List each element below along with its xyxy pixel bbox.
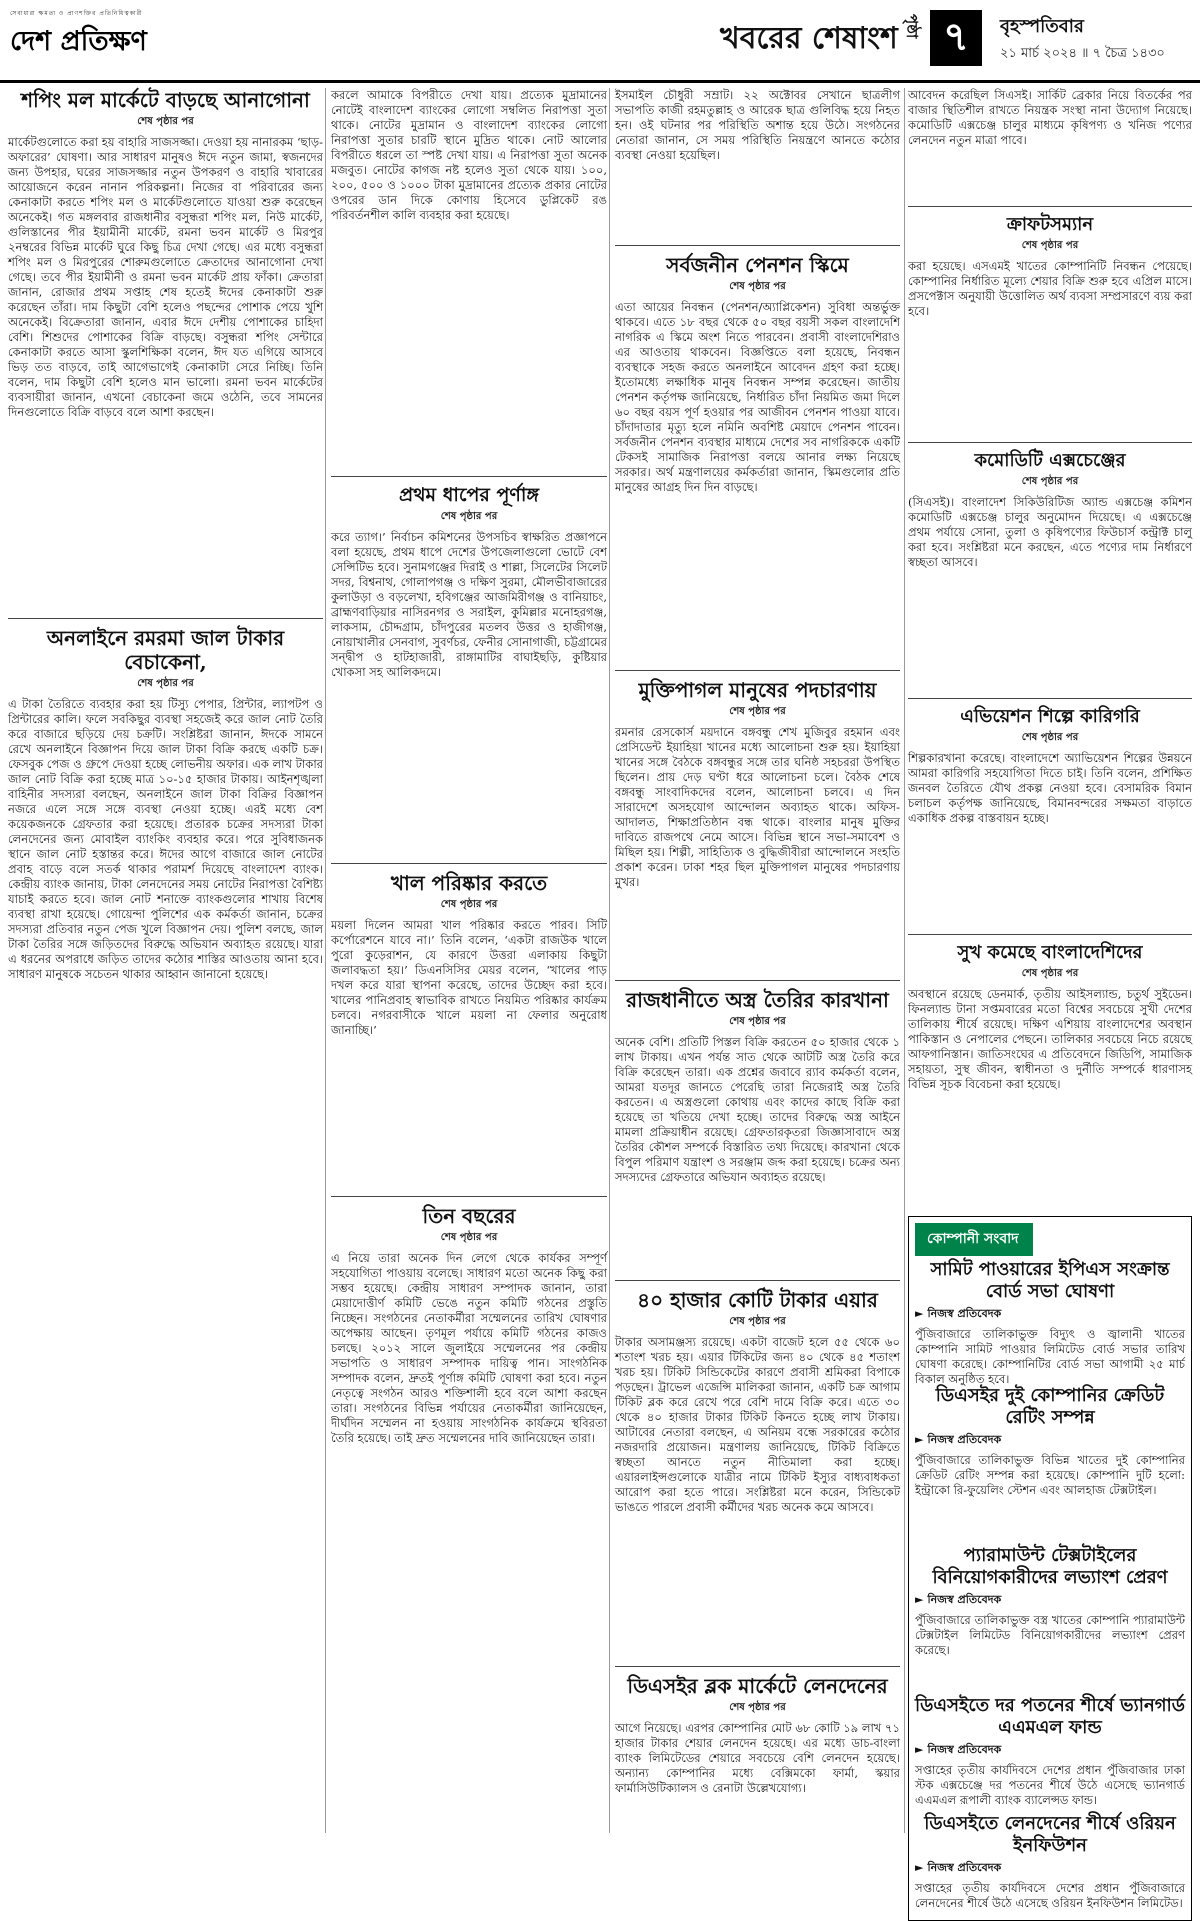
article-arms-factory <box>615 988 900 1273</box>
article-air-ticket <box>615 1288 900 1658</box>
article-kicker: শেষ পৃষ্ঠার পর <box>1021 475 1079 487</box>
company-news-title: ডিএসইতে দর পতনের শীর্ষে ভ্যানগার্ড এএমএল ফান্ড <box>915 1695 1185 1738</box>
section-title: খবরের শেষাংশ <box>720 21 898 56</box>
page-label: পৃষ্ঠা <box>903 14 921 39</box>
article-body: করলে আমাকে বিপরীতে দেখা যায়। প্রত্যেক মুদ্রামানের নোটেই বাংলাদেশ ব্যাংকের লোগো সম্বলিত নিরাপত্তা সুতা থাকে। নোটের মুদ্রামান ও বাংলাদেশ ব্যাংকের লোগো নিরাপত্তা সুতার চারটি স্থানে মুদ্রিত থাকে। নোট আলোর বিপরীতে ধরলে তা স্পষ্ট দেখা যায়। এ নিরাপত্তা সুতা অনেক মজবুত। নোটের কাগজ নষ্ট হলেও সুতা থেকে যায়। ১০০, ২০০, ৫০০ ও ১০০০ টাকা মুদ্রামানের প্রত্যেক প্রকার নোটের ওপরের ডান দিকে কোণায় হিসেবে ডুপ্লিকেট রঙ পরিবর্তনশীল কালি ব্যবহার করা হয়েছে। <box>331 88 607 222</box>
article-pension-scheme <box>615 253 900 663</box>
article-kicker: শেষ পৃষ্ঠার পর <box>137 678 194 689</box>
article-commodity-exchange <box>908 450 1192 690</box>
article-fake-currency <box>8 626 323 1826</box>
divider <box>908 442 1192 443</box>
article-canal-cleaning <box>331 871 607 1191</box>
company-news-body: পুঁজিবাজারে তালিকাভুক্ত বিভিন্ন খাতের দুই কোম্পানির ক্রেডিট রেটিং সম্পন্ন করা হয়েছে। কোম্পানি দুটি হলো: ইন্ট্রাকো রি-ফুয়েলিং স্টেশন এবং আলহাজ টেক্সটাইল। <box>915 1453 1185 1498</box>
company-news-item <box>915 1813 1185 1913</box>
article-body: আবেদন করেছিল সিএসই। সার্কিট ব্রেকার নিয়ে বিতর্কের পর বাজার স্থিতিশীল রাখতে নিয়ন্ত্রক সংস্থা নানা উদ্যোগ নিয়েছে। কমোডিটি এক্সচেঞ্জ চালুর মাধ্যমে কৃষিপণ্য ও খনিজ পণ্যের লেনদেন নতুন মাত্রা পাবে। <box>908 88 1192 147</box>
date-label: ২১ মার্চ ২০২৪ ॥ ৭ চৈত্র ১৪৩০ <box>1000 46 1165 61</box>
article-title: খাল পরিষ্কার করতে <box>390 871 548 895</box>
byline: ► নিজস্ব প্রতিবেদক <box>915 1307 1002 1321</box>
divider <box>8 618 323 619</box>
divider <box>615 1280 900 1281</box>
article-title: প্রথম ধাপের পূর্ণাঙ্গ <box>399 484 539 506</box>
article-body: মার্কেটগুলোতে করা হয় বাহারি সাজসজ্জা। দেওয়া হয় নানারকম ‘ছাড়-অফারের’ ঘোষণা। আর সাধারণ মানুষও ঈদে নতুন জামা, স্বজনদের জন্য উপহার, ঘরের সাজসজ্জার নতুন উপকরণ ও বাহারি খাবারের আয়োজনে করেন নানান পরিকল্পনা। নিজের বা পরিবারের জন্য কেনাকাটা করতে শপিং মল ও মার্কেটগুলোতে যাওয়া শুরু করেছেন অনেকেই। গত মঙ্গলবার রাজধানীর বসুন্ধরা শপিং মল, নিউ মার্কেট, গুলিস্তানের পীর ইয়ামীনী মার্কেট, রমনা ভবন মার্কেট ও মিরপুর ২নম্বরের বিভিন্ন মার্কেট ঘুরে কিছু চিত্র দেখা গেছে। এর মধ্যে বসুন্ধরা শপিং মল ও মিরপুরের শোরুমগুলোতে ক্রেতাদের আনাগোনা দেখা গেছে। তবে পীর ইয়ামীনী ও রমনা ভবন মার্কেট প্রায় ফাঁকা। ক্রেতারা জানান, রোজার প্রথম সপ্তাহ শেষ হতেই ঈদের কেনাকাটা শুরু করেছেন তাঁরা। দাম কিছুটা বেশি হলেও পছন্দের পোশাক পেয়ে খুশি অনেকেই। বিক্রেতারা জানান, এবার ঈদে দেশীয় পোশাকের চাহিদা বেশি। শিশুদের পোশাকের বিক্রি বাড়ছে। বসুন্ধরা শপিং সেন্টারে কেনাকাটা করতে আসা স্কুলশিক্ষিকা বলেন, ঈদ যত এগিয়ে আসবে ভিড় তত বাড়বে, তাই আগেভাগেই কেনাকাটা সেরে নিচ্ছি। তিনি বলেন, দাম কিছুটা বেশি হলেও মান ভালো। রমনা ভবন মার্কেটের ব্যবসায়ীরা জানান, এখনো বেচাকেনা জমে ওঠেনি, তবে সামনের দিনগুলোতে বিক্রি বাড়বে বলে আশা করছেন। <box>8 135 323 419</box>
article-kicker: শেষ পৃষ্ঠার পর <box>729 1016 786 1027</box>
divider <box>615 245 900 246</box>
company-news-item <box>915 1259 1185 1387</box>
article-three-years <box>331 1204 607 1834</box>
byline-arrow-icon: ► <box>915 1861 924 1875</box>
article-shopping-mall <box>8 88 323 613</box>
article-title: ক্রাফটসম্যান <box>1006 214 1094 235</box>
article-craftsman <box>908 214 1192 434</box>
article-body: ইসমাইল চৌধুরী সম্রাট। ২২ অক্টোবর সেখানে ছাত্রলীগ সভাপতি কাজী রহমতুল্লাহ ও আরেক ছাত্র গুলিবিদ্ধ হয়ে নিহত হন। ওই ঘটনার পর পরিস্থিতি অশান্ত হয়ে উঠে। সংগঠনের নেতারা জানান, সে সময় পরিস্থিতি নিয়ন্ত্রণে আনতে কঠোর ব্যবস্থা নেওয়া হয়েছিল। <box>615 88 900 162</box>
brand-name: দেশ প্রতিক্ষণ <box>10 26 147 57</box>
divider <box>615 980 900 981</box>
divider <box>615 670 900 671</box>
company-news-item <box>915 1545 1185 1685</box>
article-kicker: শেষ পৃষ্ঠার পর <box>1021 239 1079 251</box>
byline: ► নিজস্ব প্রতিবেদক <box>915 1433 1002 1447</box>
article-title: তিন বছরের <box>422 1204 516 1228</box>
divider <box>331 863 607 864</box>
article-kicker: শেষ পৃষ্ঠার পর <box>137 116 194 127</box>
company-news-box <box>908 1216 1192 1921</box>
article-first-phase <box>331 484 607 854</box>
company-news-body: সপ্তাহের তৃতীয় কার্যদিবসে দেশের প্রধান পুঁজিবাজার ঢাকা স্টক এক্সচেঞ্জে দর পতনের শীর্ষে উঠে এসেছে ভ্যানগার্ড এএমএল রূপালী ব্যাংক ব্যালেন্সড ফান্ড। <box>915 1763 1185 1808</box>
article-currency-continued <box>331 88 607 468</box>
article-body: অনেক বেশি। প্রতিটি পিস্তল বিক্রি করতেন ৫০ হাজার থেকে ১ লাখ টাকায়। এখন পর্যন্ত সাত থেকে আটটি অস্ত্র তৈরি করে বিক্রি করেছেন তারা। এক প্রশ্নের জবাবে র‍্যাব কর্মকর্তা বলেন, আমরা যতদূর জানতে পেরেছি তারা নিজেরাই অস্ত্র তৈরি করতেন। এ অস্ত্রগুলো কোথায় এবং কাদের কাছে বিক্রি করা হয়েছে তা খতিয়ে দেখা হচ্ছে। তাদের বিরুদ্ধে অস্ত্র আইনে মামলা প্রক্রিয়াধীন রয়েছে। গ্রেফতারকৃতরা জিজ্ঞাসাবাদে অস্ত্র তৈরির কৌশল সম্পর্কে বিস্তারিত তথ্য দিয়েছে। কারখানা থেকে বিপুল পরিমাণ যন্ত্রাংশ ও সরঞ্জাম জব্দ করা হয়েছে। চক্রের অন্য সদস্যদের গ্রেফতারে অভিযান অব্যাহত রয়েছে। <box>615 1035 900 1184</box>
article-body: (সিএসই)। বাংলাদেশ সিকিউরিটিজ অ্যান্ড এক্সচেঞ্জ কমিশন কমোডিটি এক্সচেঞ্জ চালুর অনুমোদন দিয়েছে। এ এক্সচেঞ্জে প্রথম পর্যায়ে সোনা, তুলা ও কৃষিপণ্যের ফিউচার্স কন্ট্রাক্ট চালু করা হবে। সংশ্লিষ্টরা মনে করছেন, এতে পণ্যের দাম নির্ধারণে স্বচ্ছতা আসবে। <box>908 494 1192 569</box>
article-aviation <box>908 706 1192 926</box>
article-title: শপিং মল মার্কেটে বাড়ছে আনাগোনা <box>21 88 310 112</box>
column-rule <box>325 88 326 1833</box>
byline: ► নিজস্ব প্রতিবেদক <box>915 1593 1002 1607</box>
article-title: মুক্তিপাগল মানুষের পদচারণায় <box>638 678 877 702</box>
divider <box>908 698 1192 699</box>
brand-tagline: সেবাধারা ক্ষমতা ও প্রাণশক্তির প্রতিনিধিত্বকারী <box>10 10 143 17</box>
article-body: অবস্থানে রয়েছে ডেনমার্ক, তৃতীয় আইসল্যান্ড, চতুর্থ সুইডেন। ফিনল্যান্ড টানা সপ্তমবারের মতো বিশ্বের সবচেয়ে সুখী দেশের তালিকায় শীর্ষে রয়েছে। দক্ষিণ এশিয়ায় বাংলাদেশের অবস্থান পাকিস্তান ও নেপালের পেছনে। তালিকার সবচেয়ে নিচে রয়েছে আফগানিস্তান। জাতিসংঘের এ প্রতিবেদনে জিডিপি, সামাজিক সহায়তা, সুস্থ জীবন, স্বাধীনতা ও দুর্নীতি সম্পর্কে ধারণাসহ বিভিন্ন সূচক বিবেচনা করা হয়েছে। <box>908 986 1192 1091</box>
article-kicker: শেষ পৃষ্ঠার পর <box>440 1232 498 1243</box>
article-liberation <box>615 678 900 973</box>
article-body: রমনার রেসকোর্স ময়দানে বঙ্গবন্ধু শেখ মুজিবুর রহমান এবং প্রেসিডেন্ট ইয়াহিয়া খানের মধ্যে আলোচনা শুরু হয়। ইয়াহিয়া খানের সঙ্গে বৈঠকে বঙ্গবন্ধুর সঙ্গে তার ঘনিষ্ঠ সহচররা উপস্থিত ছিলেন। প্রায় দেড় ঘণ্টা ধরে আলোচনা চলে। বৈঠক শেষে বঙ্গবন্ধু সাংবাদিকদের বলেন, আলোচনা চলবে। এ দিন সারাদেশে অসহযোগ আন্দোলন অব্যাহত থাকে। অফিস-আদালত, শিক্ষাপ্রতিষ্ঠান বন্ধ থাকে। বাংলার মানুষ মুক্তির দাবিতে রাজপথে নেমে আসে। বিভিন্ন স্থানে সভা-সমাবেশ ও মিছিল হয়। শিল্পী, সাহিত্যিক ও বুদ্ধিজীবীরা আন্দোলনে সংহতি প্রকাশ করেন। ঢাকা শহর ছিল মুক্তিপাগল মানুষের পদচারণায় মুখর। <box>615 725 900 889</box>
article-kicker: শেষ পৃষ্ঠার পর <box>1021 731 1079 743</box>
article-continued-top <box>908 88 1192 198</box>
article-kicker: শেষ পৃষ্ঠার পর <box>729 706 786 717</box>
article-body: করা হয়েছে। এসএমই খাতের কোম্পানিটি নিবন্ধন পেয়েছে। কোম্পানির নির্ধারিত মূল্যে শেয়ার বিক্রি শুরু হবে এপ্রিল মাসে। প্রসপেক্টাস অনুযায়ী উত্তোলিত অর্থ ব্যবসা সম্প্রসারণে ব্যয় করা হবে। <box>908 258 1192 318</box>
article-continued-top <box>615 88 900 238</box>
article-kicker: শেষ পৃষ্ঠার পর <box>729 1702 786 1713</box>
byline: ► নিজস্ব প্রতিবেদক <box>915 1743 1002 1757</box>
divider <box>908 206 1192 207</box>
company-news-title: ডিএসইতে লেনদেনের শীর্ষে ওরিয়ন ইনফিউশন <box>924 1813 1176 1856</box>
divider <box>331 1196 607 1197</box>
article-kicker: শেষ পৃষ্ঠার পর <box>729 281 786 292</box>
article-title: ডিএসইর ব্লক মার্কেটে লেনদেনের <box>627 1674 888 1698</box>
column-rule <box>904 88 905 1833</box>
byline-arrow-icon: ► <box>915 1433 924 1447</box>
day-label: বৃহস্পতিবার <box>1000 16 1084 37</box>
article-body: শিল্পকারখানা করেছে। বাংলাদেশে অ্যাভিয়েশন শিল্পের উন্নয়নে আমরা কারিগরি সহযোগিতা দিতে চাই। তিনি বলেন, প্রশিক্ষিত জনবল তৈরিতে যৌথ প্রকল্প নেওয়া হবে। বেসামরিক বিমান চলাচল কর্তৃপক্ষ জানিয়েছে, বিমানবন্দরের সক্ষমতা বাড়াতে একাধিক প্রকল্প বাস্তবায়ন হচ্ছে। <box>908 750 1192 825</box>
company-news-item <box>915 1385 1185 1535</box>
company-news-title: প্যারামাউন্ট টেক্সটাইলের বিনিয়োগকারীদের লভ্যাংশ প্রেরণ <box>932 1545 1168 1588</box>
masthead <box>0 0 1200 83</box>
company-news-item <box>915 1695 1185 1808</box>
article-title: সর্বজনীন পেনশন স্কিমে <box>666 253 849 277</box>
company-news-title: ডিএসইর দুই কোম্পানির ক্রেডিট রেটিং সম্পন্ন <box>935 1385 1165 1428</box>
article-happiness-index <box>908 942 1192 1207</box>
article-title: এভিয়েশন শিল্পে কারিগরি <box>960 706 1140 727</box>
article-title: অনলাইনে রমরমা জাল টাকার বেচাকেনা, <box>46 626 285 674</box>
article-kicker: শেষ পৃষ্ঠার পর <box>440 899 498 910</box>
article-title: রাজধানীতে অস্ত্র তৈরির কারখানা <box>626 988 889 1012</box>
company-news-title: সামিট পাওয়ারের ইপিএস সংক্রান্ত বোর্ড সভা ঘোষণা <box>930 1259 1170 1302</box>
article-block-market <box>615 1674 900 1834</box>
company-news-body: সপ্তাহের তৃতীয় কার্যদিবসে দেশের প্রধান পুঁজিবাজারে লেনদেনের শীর্ষে উঠে এসেছে ওরিয়ন ইনফিউশন লিমিটেড। <box>915 1881 1185 1911</box>
byline-arrow-icon: ► <box>915 1593 924 1607</box>
article-body: আগে নিয়েছে। এরপর কোম্পানির মোট ৬৮ কোটি ১৯ লাখ ৭১ হাজার টাকার শেয়ার লেনদেন হয়েছে। এর মধ্যে ডাচ-বাংলা ব্যাংক লিমিটেডের শেয়ারে সবচেয়ে বেশি লেনদেন হয়েছে। অন্যান্য কোম্পানির মধ্যে বেক্সিমকো ফার্মা, স্কয়ার ফার্মাসিউটিক্যালস ও রেনাটা উল্লেখযোগ্য। <box>615 1721 900 1795</box>
article-body: এ টাকা তৈরিতে ব্যবহার করা হয় টিস্যু পেপার, প্রিন্টার, ল্যাপটপ ও প্রিন্টারের কালি। ফলে সবকিছুর ব্যবস্থা সহজেই করে জাল নোট তৈরি করে বাজারে ছড়িয়ে দেয় চক্রটি। সংশ্লিষ্টরা জানান, ঈদকে সামনে রেখে অনলাইনে বিজ্ঞাপন দিয়ে জাল টাকা বিক্রি করছে একটি চক্র। ফেসবুক পেজ ও গ্রুপে দেওয়া হচ্ছে লোভনীয় অফার। এক লাখ টাকার জাল নোট বিক্রি করা হচ্ছে মাত্র ১০-১৫ হাজার টাকায়। আইনশৃঙ্খলা বাহিনীর সদস্যরা বলছেন, অনলাইনে জাল টাকা বিক্রির বিজ্ঞাপন নজরে এলে সঙ্গে সঙ্গে ব্যবস্থা নেওয়া হচ্ছে। এরই মধ্যে বেশ কয়েকজনকে গ্রেফতার করা হয়েছে। প্রতারক চক্রের সদস্যরা টাকা লেনদেনের জন্য মোবাইল ব্যাংকিং ব্যবহার করে। পরে সুবিধাজনক স্থানে জাল নোট হস্তান্তর করে। ঈদের আগে বাজারে জাল নোটের প্রবাহ বাড়ে বলে সতর্ক থাকার পরামর্শ দিয়েছে বাংলাদেশ ব্যাংক। কেন্দ্রীয় ব্যাংক জানায়, টাকা লেনদেনের সময় নোটের নিরাপত্তা বৈশিষ্ট্য যাচাই করতে হবে। জাল নোট শনাক্তে ব্যাংকগুলোর শাখায় বিশেষ ব্যবস্থা রাখা হয়েছে। গোয়েন্দা পুলিশের এক কর্মকর্তা জানান, চক্রের সদস্যরা প্রতিবার নতুন পেজ খুলে বিজ্ঞাপন দেয়। পুলিশ বলছে, জাল টাকা তৈরির সঙ্গে জড়িতদের বিরুদ্ধে অভিযান অব্যাহত রয়েছে। যারা এ ধরনের অপরাধে জড়িত তাদের কঠোর শাস্তির আওতায় আনা হবে। সাধারণ মানুষকে সচেতন থাকার আহ্বান জানানো হয়েছে। <box>8 697 323 981</box>
byline: ► নিজস্ব প্রতিবেদক <box>915 1861 1002 1875</box>
article-kicker: শেষ পৃষ্ঠার পর <box>440 510 498 522</box>
divider <box>331 476 607 477</box>
article-title: সুখ কমেছে বাংলাদেশিদের <box>957 942 1143 963</box>
page-number-badge: ৭ <box>930 10 982 66</box>
company-news-body: পুঁজিবাজারে তালিকাভুক্ত বিদ্যুৎ ও জ্বালানী খাতের কোম্পানি সামিট পাওয়ার লিমিটেড বোর্ড সভার তারিখ ঘোষণা করেছে। কোম্পানিটির বোর্ড সভা আগামী ২৫ মার্চ বিকাল অনুষ্ঠিত হবে। <box>915 1327 1185 1387</box>
byline-arrow-icon: ► <box>915 1307 924 1321</box>
article-title: কমোডিটি এক্সচেঞ্জের <box>974 450 1126 471</box>
article-body: টাকার অসামঞ্জস্য রয়েছে। একটা বাজেট হলে ৫৫ থেকে ৬০ শতাংশ খরচ হয়। এয়ার টিকিটের জন্য ৪০ থেকে ৪৫ শতাংশ খরচ হয়। টিকিট সিন্ডিকেটের কারণে প্রবাসী শ্রমিকরা বিপাকে পড়ছেন। ট্রাভেল এজেন্সি মালিকরা জানান, একটি চক্র আগাম টিকিট ব্লক করে রেখে পরে বেশি দামে বিক্রি করে। এতে ৩০ থেকে ৪০ হাজার টাকার টিকিট কিনতে হচ্ছে লাখ টাকায়। আটাবের নেতারা বলছেন, এ অনিয়ম বন্ধে সরকারের কঠোর নজরদারি প্রয়োজন। মন্ত্রণালয় জানিয়েছে, টিকিট বিক্রিতে স্বচ্ছতা আনতে নতুন নীতিমালা করা হচ্ছে। এয়ারলাইন্সগুলোকে যাত্রীর নামে টিকিট ইস্যুর বাধ্যবাধকতা আরোপ করা হতে পারে। সংশ্লিষ্টরা মনে করেন, সিন্ডিকেট ভাঙতে পারলে প্রবাসী কর্মীদের খরচ অনেক কমে আসবে। <box>615 1335 900 1514</box>
company-news-body: পুঁজিবাজারে তালিকাভুক্ত বস্ত্র খাতের কোম্পানি প্যারামাউন্ট টেক্সটাইল লিমিটেড বিনিয়োগকারীদের লভ্যাংশ প্রেরণ করেছে। <box>915 1613 1185 1658</box>
column-rule <box>609 88 610 1833</box>
brand <box>10 8 147 66</box>
article-body: এ নিয়ে তারা অনেক দিন লেগে থেকে কার্যকর সম্পূর্ণ সহযোগিতা পাওয়ায় বলেছে। সাধারণ মতো অনেক কিছু করা সম্ভব হয়েছে। কেন্দ্রীয় সাধারণ সম্পাদক জানান, তারা মেয়াদোত্তীর্ণ কমিটি ভেঙে নতুন কমিটি গঠনের প্রস্তুতি নিচ্ছেন। সংগঠনের নেতাকর্মীরা সম্মেলনের তারিখ ঘোষণার অপেক্ষায় আছেন। তৃণমূল পর্যায়ে কমিটি গঠনের কাজও চলছে। ২০১২ সালে জুলাইয়ে সম্মেলনের পর কেন্দ্রীয় সভাপতি ও সাধারণ সম্পাদক দায়িত্ব পান। সাংগঠনিক সম্পাদক বলেন, দ্রুতই পূর্ণাঙ্গ কমিটি ঘোষণা করা হবে। নতুন নেতৃত্বে সংগঠন আরও শক্তিশালী হবে বলে আশা করছেন তারা। সংগঠনের বিভিন্ন পর্যায়ের নেতাকর্মীরা জানিয়েছেন, দীর্ঘদিন সম্মেলন না হওয়ায় সাংগঠনিক কার্যক্রমে স্থবিরতা তৈরি হয়েছে। তাই দ্রুত সম্মেলনের দাবি জানিয়েছেন তারা। <box>331 1251 607 1445</box>
article-title: ৪০ হাজার কোটি টাকার এয়ার <box>637 1288 878 1312</box>
article-body: এতা আয়ের নিবন্ধন (পেনশন/অ্যাপ্লিকেশন) সুবিধা অন্তর্ভুক্ত থাকবে। এতে ১৮ বছর থেকে ৫০ বছর বয়সী সকল বাংলাদেশি নাগরিক এ স্কিমে অংশ নিতে পারবেন। প্রবাসী বাংলাদেশিরাও এর আওতায় থাকবেন। বিজ্ঞপ্তিতে বলা হয়েছে, নিবন্ধন ব্যবস্থাকে সহজ করতে অনলাইনে আবেদন গ্রহণ করা হচ্ছে। ইতোমধ্যে লক্ষাধিক মানুষ নিবন্ধন সম্পন্ন করেছেন। জাতীয় পেনশন কর্তৃপক্ষ জানিয়েছে, নির্ধারিত চাঁদা নিয়মিত জমা দিলে ৬০ বছর বয়স পূর্ণ হওয়ার পর আজীবন পেনশন পাওয়া যাবে। চাঁদাদাতার মৃত্যু হলে নমিনি অবশিষ্ট মেয়াদে পেনশন পাবেন। সর্বজনীন পেনশন ব্যবস্থার মাধ্যমে দেশের সব নাগরিককে একটি টেকসই সামাজিক নিরাপত্তা বলয়ে আনার লক্ষ্য নিয়েছে সরকার। অর্থ মন্ত্রণালয়ের কর্মকর্তারা জানান, স্কিমগুলোর প্রতি মানুষের আগ্রহ দিন দিন বাড়ছে। <box>615 300 900 494</box>
divider <box>908 934 1192 935</box>
article-body: করে ত্যাগ।’ নির্বাচন কমিশনের উপসচিব স্বাক্ষরিত প্রজ্ঞাপনে বলা হয়েছে, প্রথম ধাপে দেশের উপজেলাগুলো ভোটে বেশ সেন্সিটিভ হবে। সুনামগঞ্জের দিরাই ও শাল্লা, সিলেটের সিলেট সদর, বিশ্বনাথ, গোলাপগঞ্জ ও দক্ষিণ সুরমা, মৌলভীবাজারের কুলাউড়া ও বড়লেখা, হবিগঞ্জের আজমিরীগঞ্জ ও বানিয়াচং, ব্রাহ্মণবাড়িয়ার নাসিরনগর ও সরাইল, কুমিল্লার মনোহরগঞ্জ, লাকসাম, চৌদ্দগ্রাম, চাঁদপুরের মতলব উত্তর ও হাজীগঞ্জ, নোয়াখালীর সেনবাগ, সুবর্ণচর, ফেনীর সোনাগাজী, চট্টগ্রামের সন্দ্বীপ ও হাটহাজারী, রাঙ্গামাটির বাঘাইছড়ি, কুষ্টিয়ার খোকসা সহ আলিকদমে। <box>331 529 607 679</box>
article-kicker: শেষ পৃষ্ঠার পর <box>729 1316 786 1327</box>
article-kicker: শেষ পৃষ্ঠার পর <box>1021 967 1079 979</box>
company-news-tag: কোম্পানী সংবাদ <box>915 1223 1033 1256</box>
byline-arrow-icon: ► <box>915 1743 924 1757</box>
article-body: ময়লা দিলেন আমরা খাল পরিষ্কার করতে পারব। সিটি কর্পোরেশনে যাবে না।’ তিনি বলেন, ‘একটা রাজউক খালে পুরো কুড়েরাশন, যে কারণে উত্তরা এলাকায় কিছুটা জলাবদ্ধতা হয়।’ ডিএনসিসির মেয়র বলেন, ‘খালের পাড় দখল করে যারা স্থাপনা করেছে, তাদের উচ্ছেদ করা হবে। খালের পানিপ্রবাহ স্বাভাবিক রাখতে নিয়মিত পরিষ্কার কার্যক্রম চলবে। নগরবাসীকে খালে ময়লা না ফেলার অনুরোধ জানাচ্ছি।’ <box>331 918 607 1037</box>
divider <box>615 1666 900 1667</box>
